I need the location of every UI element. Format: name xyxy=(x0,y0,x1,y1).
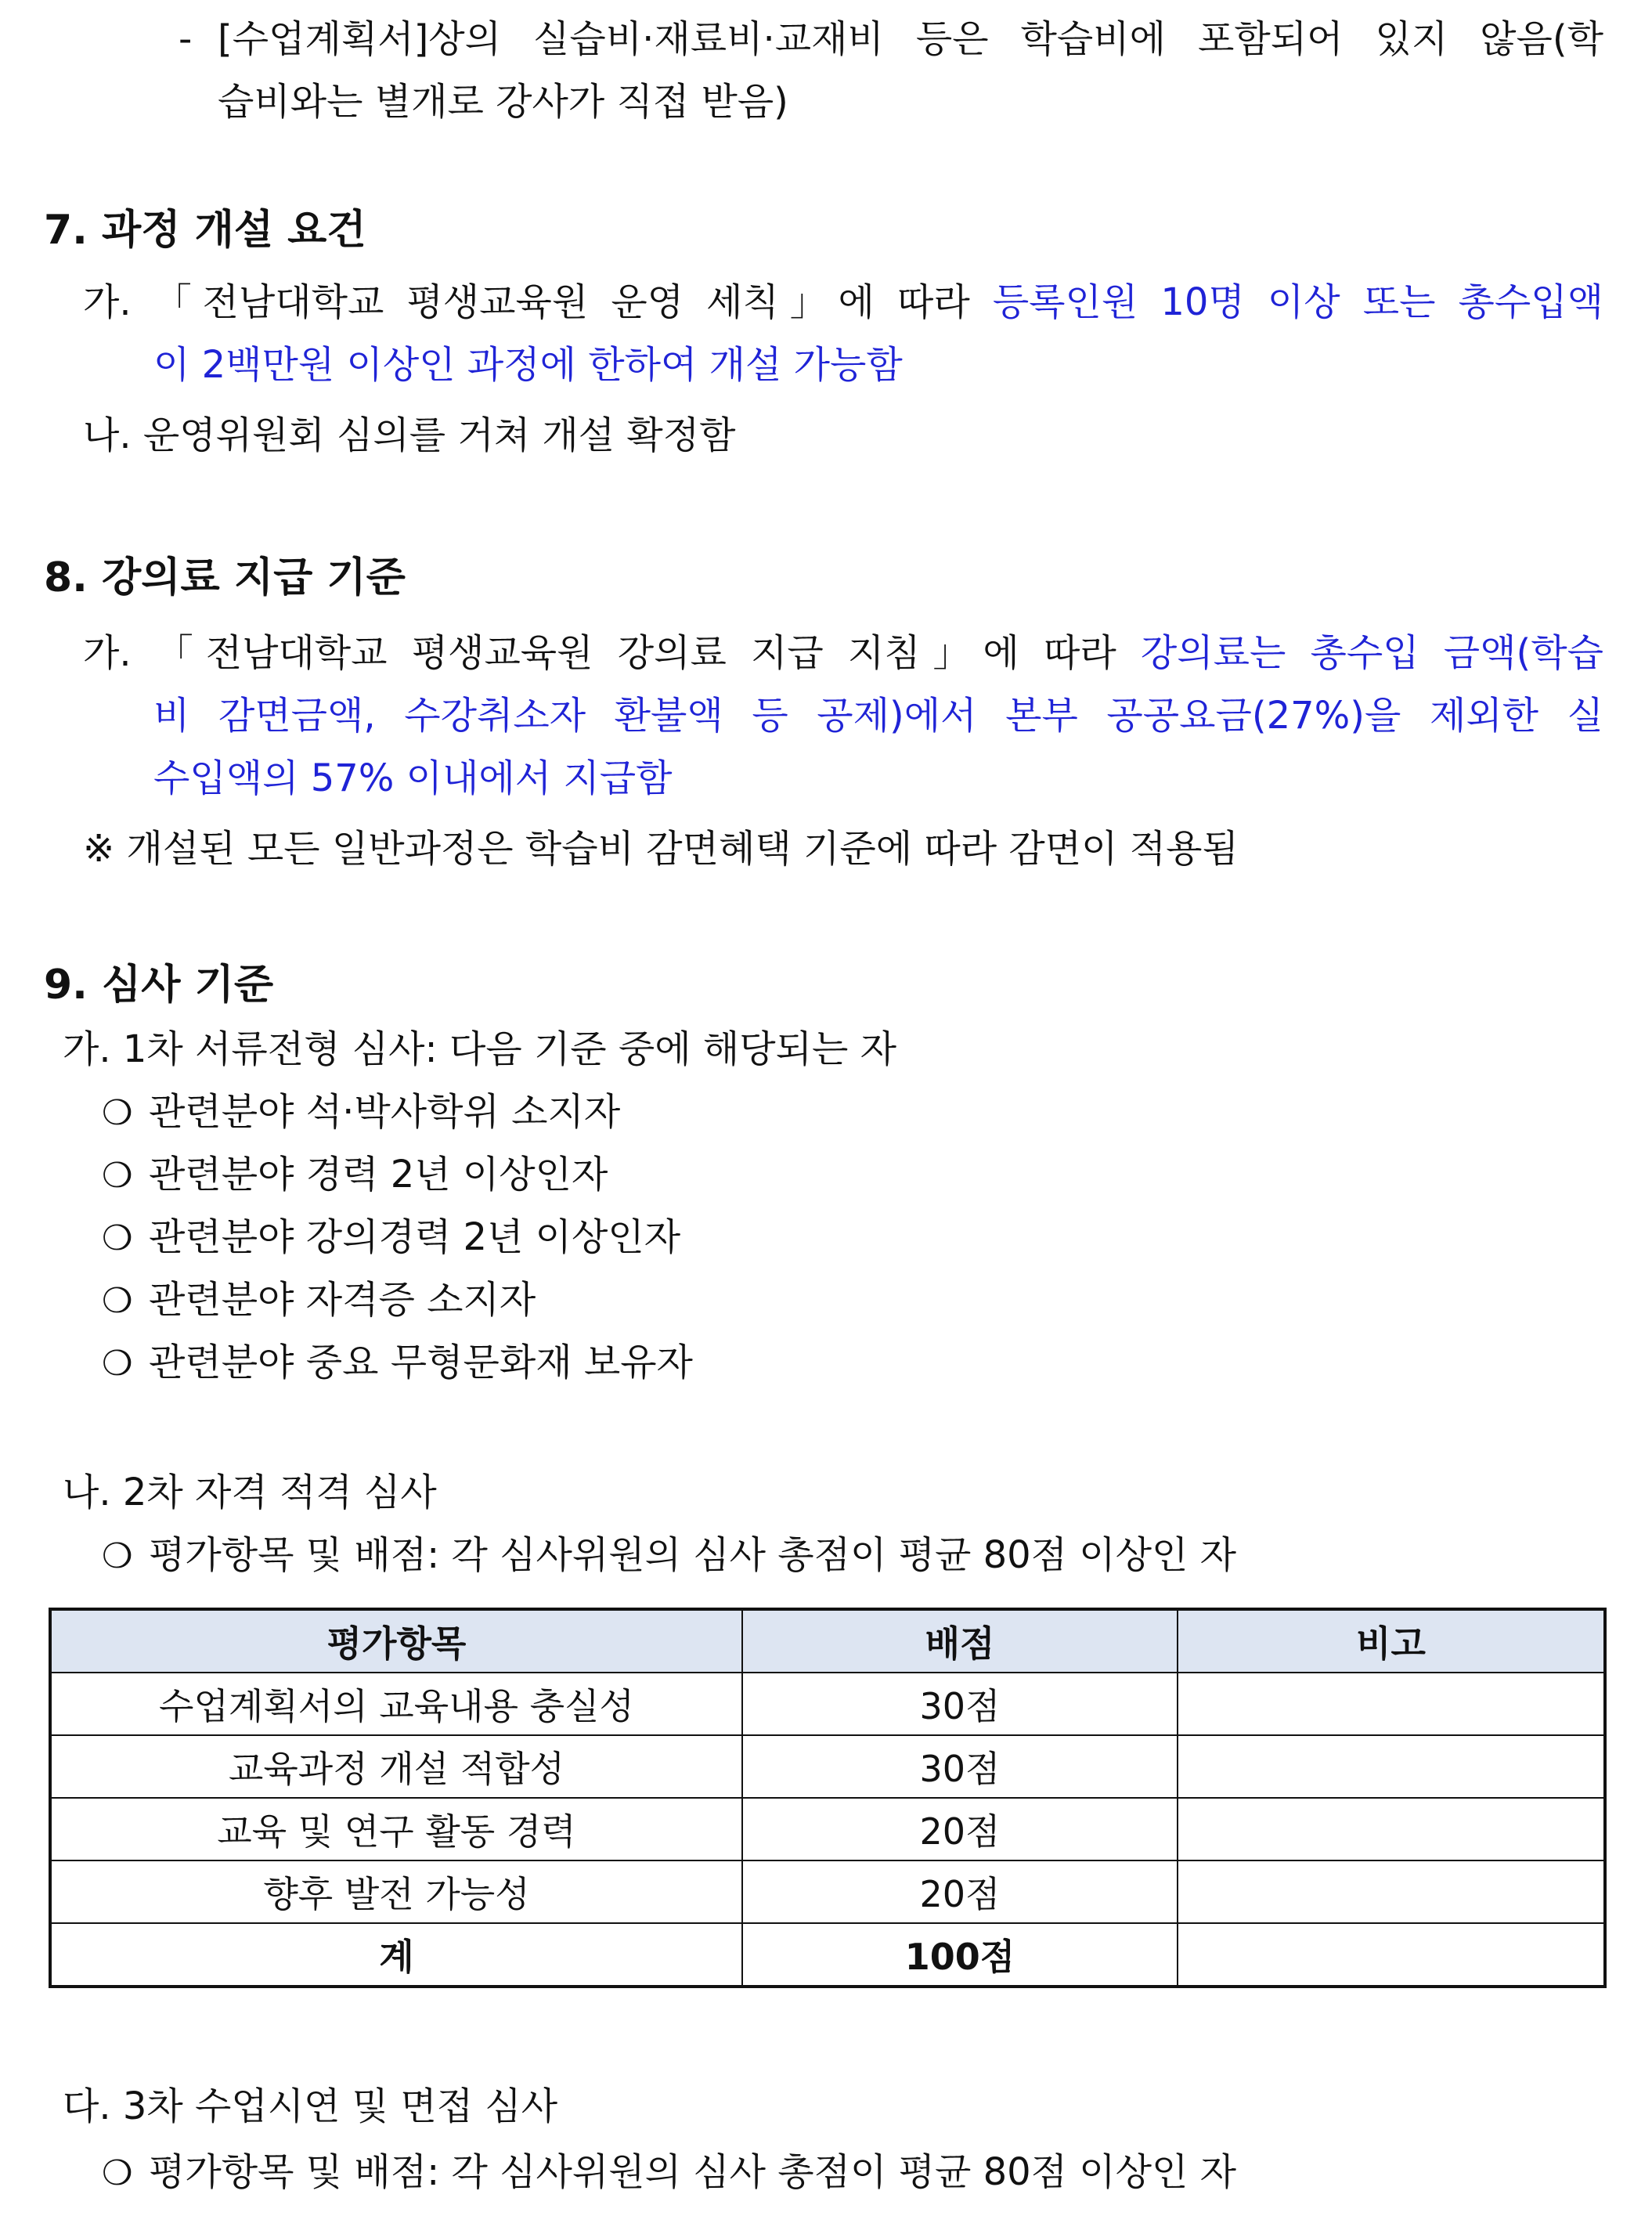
table-cell xyxy=(1178,1735,1605,1798)
table-cell xyxy=(1178,1860,1605,1923)
section-7-na: 나. 운영위원회 심의를 거쳐 개설 확정함 xyxy=(83,413,736,457)
circle-bullet-icon: ❍ xyxy=(102,1218,133,1258)
circle-bullet-icon: ❍ xyxy=(102,1281,133,1321)
section-9-ga-item xyxy=(102,1276,536,1325)
section-8-title: 8. 강의료 지급 기준 xyxy=(44,554,406,601)
table-row xyxy=(50,1798,1605,1860)
section-8-ga-prefix: 가. 「전남대학교 평생교육원 강의료 지급 지침」에 따라 xyxy=(83,631,1116,675)
table-cell xyxy=(1178,1923,1605,1987)
evaluation-table xyxy=(49,1608,1607,1988)
table-cell: 교육과정 개설 적합성 xyxy=(50,1735,742,1798)
table-header-cell: 배점 xyxy=(742,1609,1178,1673)
intro-line-2: 습비와는 별개로 강사가 직접 받음) xyxy=(218,80,788,124)
circle-bullet-icon: ❍ xyxy=(102,1344,133,1384)
section-9-ga-item-label: 관련분야 강의경력 2년 이상인자 xyxy=(149,1215,681,1259)
table-cell xyxy=(1178,1673,1605,1735)
section-9-da-bullet xyxy=(102,2149,1236,2197)
table-cell xyxy=(1178,1798,1605,1860)
section-9-ga-item xyxy=(102,1151,608,1200)
section-8-ga-highlight-1: 강의료는 총수입 금액(학습 xyxy=(1140,631,1603,675)
table-cell: 교육 및 연구 활동 경력 xyxy=(50,1798,742,1860)
section-9-ga-item xyxy=(102,1339,693,1388)
table-cell: 수업계획서의 교육내용 충실성 xyxy=(50,1673,742,1735)
section-9-na-bullet xyxy=(102,1532,1236,1580)
table-total-row xyxy=(50,1923,1605,1987)
circle-bullet-icon: ❍ xyxy=(102,1093,133,1133)
table-header-cell: 평가항목 xyxy=(50,1609,742,1673)
section-8-ga-highlight-3: 수입액의 57% 이내에서 지급함 xyxy=(153,756,673,800)
section-9-ga-item xyxy=(102,1088,620,1137)
section-9-ga-item-label: 관련분야 경력 2년 이상인자 xyxy=(149,1153,608,1196)
table-row xyxy=(50,1735,1605,1798)
circle-bullet-icon: ❍ xyxy=(102,2153,133,2193)
section-9-da: 다. 3차 수업시연 및 면접 심사 xyxy=(63,2084,558,2128)
section-8-ga-line-1 xyxy=(83,630,1603,677)
table-cell: 100점 xyxy=(742,1923,1178,1987)
intro-dash: - xyxy=(179,17,193,61)
section-9-na-bullet-label: 평가항목 및 배점: 각 심사위원의 심사 총점이 평균 80점 이상인 자 xyxy=(149,1533,1237,1577)
table-cell: 30점 xyxy=(742,1735,1178,1798)
section-9-title: 9. 심사 기준 xyxy=(44,962,274,1009)
circle-bullet-icon: ❍ xyxy=(102,1156,133,1196)
table-header-cell: 비고 xyxy=(1178,1609,1605,1673)
table-cell: 30점 xyxy=(742,1673,1178,1735)
section-9-na: 나. 2차 자격 적격 심사 xyxy=(63,1471,437,1514)
section-7-ga-prefix: 가. 「전남대학교 평생교육원 운영 세칙」에 따라 xyxy=(83,280,970,324)
table-cell: 향후 발전 가능성 xyxy=(50,1860,742,1923)
table-header-row xyxy=(50,1609,1605,1673)
section-7-ga-highlight-2: 이 2백만원 이상인 과정에 한하여 개설 가능함 xyxy=(153,343,903,387)
table-row xyxy=(50,1673,1605,1735)
section-9-ga: 가. 1차 서류전형 심사: 다음 기준 중에 해당되는 자 xyxy=(63,1027,897,1071)
section-9-ga-item-label: 관련분야 자격증 소지자 xyxy=(149,1278,536,1322)
section-9-ga-item-label: 관련분야 석·박사학위 소지자 xyxy=(149,1090,621,1134)
section-7-ga-line-1 xyxy=(83,279,1603,326)
table-row xyxy=(50,1860,1605,1923)
section-8-note: ※ 개설된 모든 일반과정은 학습비 감면혜택 기준에 따라 감면이 적용됨 xyxy=(83,827,1239,871)
section-9-ga-item-label: 관련분야 중요 무형문화재 보유자 xyxy=(149,1341,693,1384)
table-cell: 20점 xyxy=(742,1860,1178,1923)
section-7-title: 7. 과정 개설 요건 xyxy=(44,207,366,254)
table-cell: 계 xyxy=(50,1923,742,1987)
section-7-ga-highlight-1: 등록인원 10명 이상 또는 총수입액 xyxy=(992,280,1603,324)
table-cell: 20점 xyxy=(742,1798,1178,1860)
section-9-da-bullet-label: 평가항목 및 배점: 각 심사위원의 심사 총점이 평균 80점 이상인 자 xyxy=(149,2150,1237,2194)
section-9-ga-item xyxy=(102,1214,680,1262)
intro-line-1: [수업계획서]상의 실습비·재료비·교재비 등은 학습비에 포함되어 있지 않음(학 xyxy=(218,17,1603,61)
circle-bullet-icon: ❍ xyxy=(102,1536,133,1576)
section-8-ga-highlight-2: 비 감면금액, 수강취소자 환불액 등 공제)에서 본부 공공요금(27%)을 제외한 실 xyxy=(153,694,1603,738)
